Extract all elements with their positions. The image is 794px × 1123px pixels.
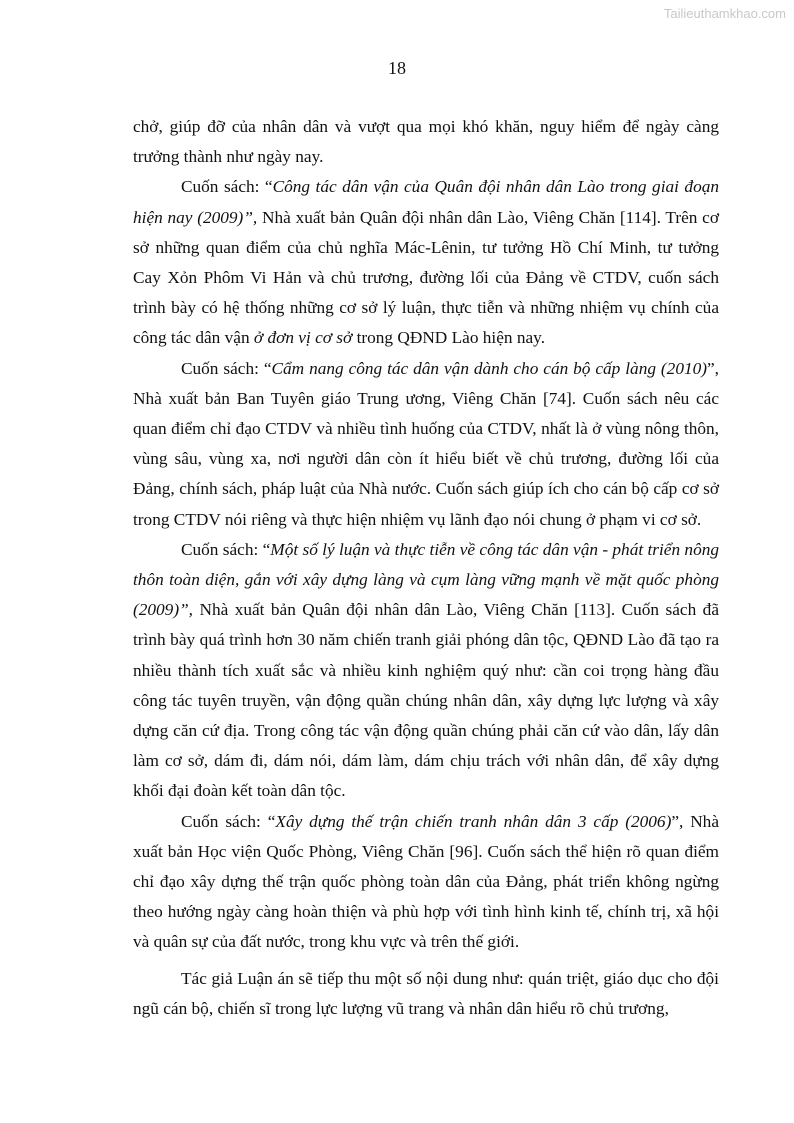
paragraph-book-4: Cuốn sách: “Xây dựng thế trận chiến tranh nhân dân 3 cấp (2006)”, Nhà xuất bản Học viện Quốc Phòng, Viêng Chăn [96]. Cuốn sách thể hiện rõ quan điểm chỉ đạo xây dựng thế trận quốc phòng toàn dân của Đảng, phát triển không ngừng theo hướng ngày càng hoàn thiện và phù hợp với tình hình kinh tế, chính trị, xã hội và quân sự của đất nước, trong khu vực và trên thế giới. <box>133 811 719 952</box>
paragraph-author-note: Tác giả Luận án sẽ tiếp thu một số nội dung như: quán triệt, giáo dục cho đội ngũ cán bộ, chiến sĩ trong lực lượng vũ trang và nhân dân hiểu rõ chủ trương, <box>133 968 719 1018</box>
body-text <box>133 112 719 1024</box>
book-title: Cẩm nang công tác dân vận dành cho cán bộ cấp làng (2010) <box>271 358 707 378</box>
book-title: Một số lý luận và thực tiễn về công tác dân vận - phát triển nông thôn toàn diện, gắn với xây dựng làng và cụm làng vững mạnh về mặt quốc phòng (2009)”, <box>133 539 719 620</box>
paragraph-book-3: Cuốn sách: “Một số lý luận và thực tiễn về công tác dân vận - phát triển nông thôn toàn diện, gắn với xây dựng làng và cụm làng vững mạnh về mặt quốc phòng (2009)”, Nhà xuất bản Quân đội nhân dân Lào, Viêng Chăn [113]. Cuốn sách đã trình bày quá trình hơn 30 năm chiến tranh giải phóng dân tộc, QĐND Lào đã tạo ra nhiều thành tích xuất sắc và nhiều kinh nghiệm quý như: cần coi trọng hàng đầu công tác tuyên truyền, vận động quần chúng nhân dân, xây dựng lực lượng và xây dựng căn cứ địa. Trong công tác vận động quần chúng phải căn cứ vào dân, lấy dân làm cơ sở, dám đi, dám nói, dám làm, dám chịu trách với nhân dân, để xây dựng khối đại đoàn kết toàn dân tộc. <box>133 539 719 801</box>
book-title: Xây dựng thế trận chiến tranh nhân dân 3 cấp (2006) <box>275 811 672 831</box>
paragraph-book-2: Cuốn sách: “Cẩm nang công tác dân vận dành cho cán bộ cấp làng (2010)”, Nhà xuất bản Ban Tuyên giáo Trung ương, Viêng Chăn [74]. Cuốn sách nêu các quan điểm chỉ đạo CTDV và nhiều tình huống của CTDV, nhất là ở vùng nông thôn, vùng sâu, vùng xa, nơi người dân còn ít hiểu biết về chủ trương, đường lối của Đảng, chính sách, pháp luật của Nhà nước. Cuốn sách giúp ích cho cán bộ cấp cơ sở trong CTDV nói riêng và thực hiện nhiệm vụ lãnh đạo nói chung ở phạm vi cơ sở. <box>133 358 719 529</box>
page-number: 18 <box>388 58 406 78</box>
book-title: Công tác dân vận của Quân đội nhân dân Lào trong giai đoạn hiện nay (2009)”, <box>133 177 719 227</box>
paragraph-book-1: Cuốn sách: “Công tác dân vận của Quân đội nhân dân Lào trong giai đoạn hiện nay (2009)”, Nhà xuất bản Quân đội nhân dân Lào, Viêng Chăn [114]. Trên cơ sở những quan điểm của chủ nghĩa Mác-Lênin, tư tưởng Hồ Chí Minh, tư tưởng Cay Xỏn Phôm Vi Hản và chủ trương, đường lối của Đảng về CTDV, cuốn sách trình bày có hệ thống những cơ sở lý luận, thực tiễn và những nhiệm vụ chính của công tác dân vận ở đơn vị cơ sở trong QĐND Lào hiện nay. <box>133 177 719 348</box>
paragraph-continuation: chở, giúp đỡ của nhân dân và vượt qua mọi khó khăn, nguy hiểm để ngày càng trưởng thành như ngày nay. <box>133 117 719 167</box>
watermark: Tailieuthamkhao.com <box>663 6 786 21</box>
